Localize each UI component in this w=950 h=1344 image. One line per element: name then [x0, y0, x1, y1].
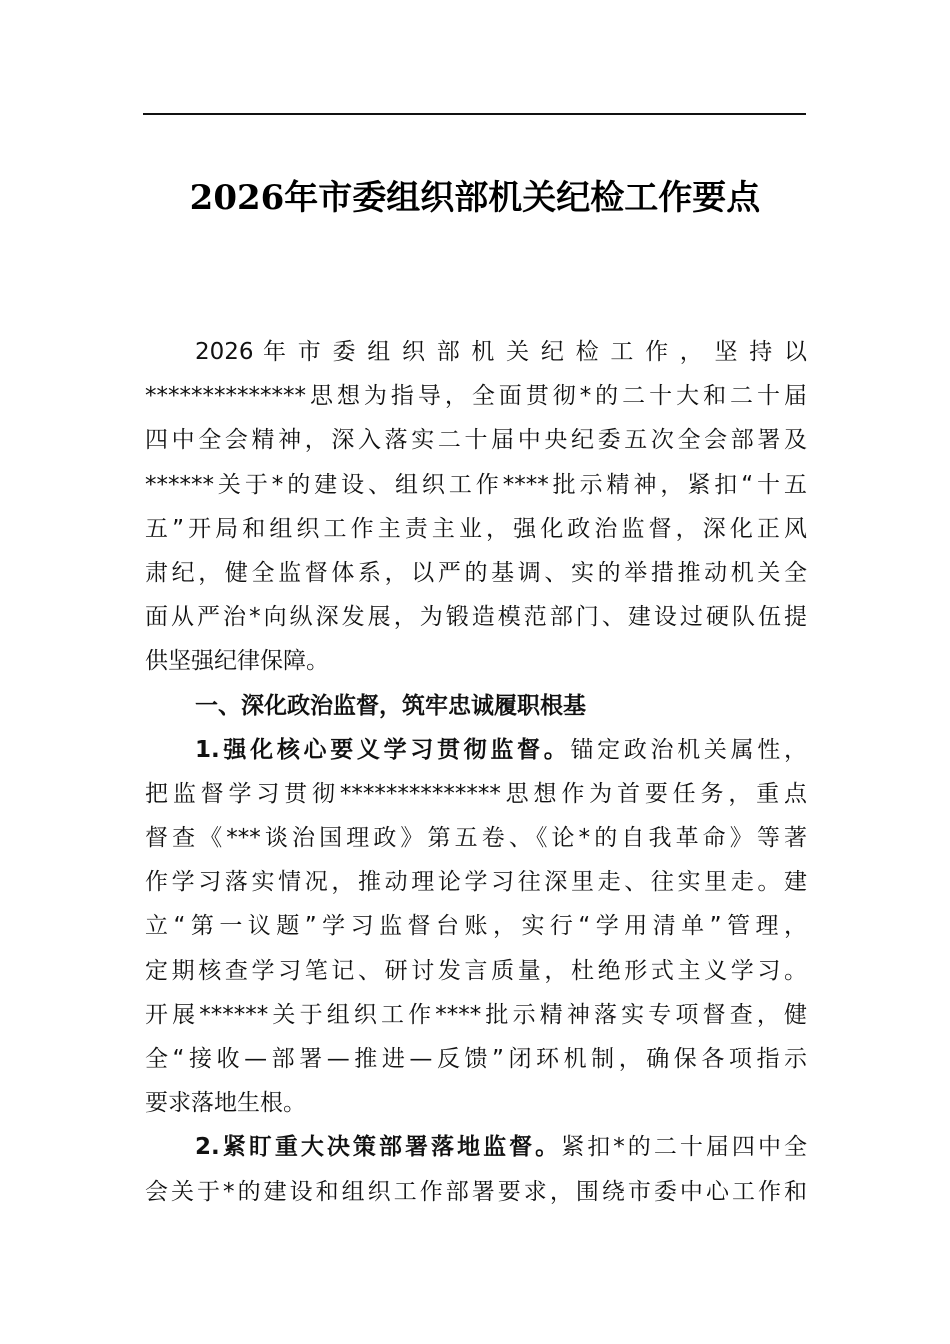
item-1-line: 全“接收—部署—推进—反馈”闭环机制，确保各项指示 — [145, 1046, 807, 1072]
intro-line: 面从严治*向纵深发展，为锻造模范部门、建设过硬队伍提 — [145, 604, 807, 631]
intro-line: ******关于*的建设、组织工作****批示精神，紧扣“十五 — [145, 471, 807, 498]
item-1-line: 定期核查学习笔记、研讨发言质量，杜绝形式主义学习。 — [145, 957, 807, 984]
intro-line: **************思想为指导，全面贯彻*的二十大和二十届 — [145, 383, 807, 410]
header-rule — [143, 113, 806, 115]
item-1-lead: 1.强化核心要义学习贯彻监督。 — [195, 736, 571, 763]
item-2-lead: 2.紧盯重大决策部署落地监督。 — [195, 1134, 562, 1161]
intro-line: 供坚强纪律保障。 — [145, 648, 329, 675]
item-2-line: 会关于*的建设和组织工作部署要求，围绕市委中心工作和 — [145, 1178, 807, 1205]
intro-line: 肃纪，健全监督体系，以严的基调、实的举措推动机关全 — [145, 559, 807, 586]
item-1-line: 督查《***谈治国理政》第五卷、《论*的自我革命》等著 — [145, 825, 807, 852]
item-1-line: 作学习落实情况，推动理论学习往深里走、往实里走。建 — [145, 869, 807, 896]
section-heading: 一、深化政治监督，筑牢忠诚履职根基 — [195, 692, 586, 719]
document-body — [145, 330, 807, 1214]
item-1-first-line — [145, 728, 807, 772]
item-1-line: 要求落地生根。 — [145, 1090, 306, 1117]
item-1-text: 锚定政治机关属性， — [570, 736, 807, 763]
item-2-first-line — [145, 1125, 807, 1169]
item-2-text: 紧扣*的二十届四中全 — [561, 1134, 807, 1161]
item-1-line: 把监督学习贯彻**************思想作为首要任务，重点 — [145, 780, 807, 807]
item-1-line: 立“第一议题”学习监督台账，实行“学用清单”管理， — [145, 913, 807, 940]
document-title: 2026年市委组织部机关纪检工作要点 — [189, 178, 761, 218]
intro-line: 五”开局和组织工作主责主业，强化政治监督，深化正风 — [145, 515, 807, 542]
intro-line: 2026 年 市 委 组 织 部 机 关 纪 检 工 作 ， 坚 持 以 — [195, 339, 807, 365]
intro-line: 四中全会精神，深入落实二十届中央纪委五次全会部署及 — [145, 427, 807, 454]
item-1-line: 开展******关于组织工作****批示精神落实专项督查，健 — [145, 1001, 807, 1028]
